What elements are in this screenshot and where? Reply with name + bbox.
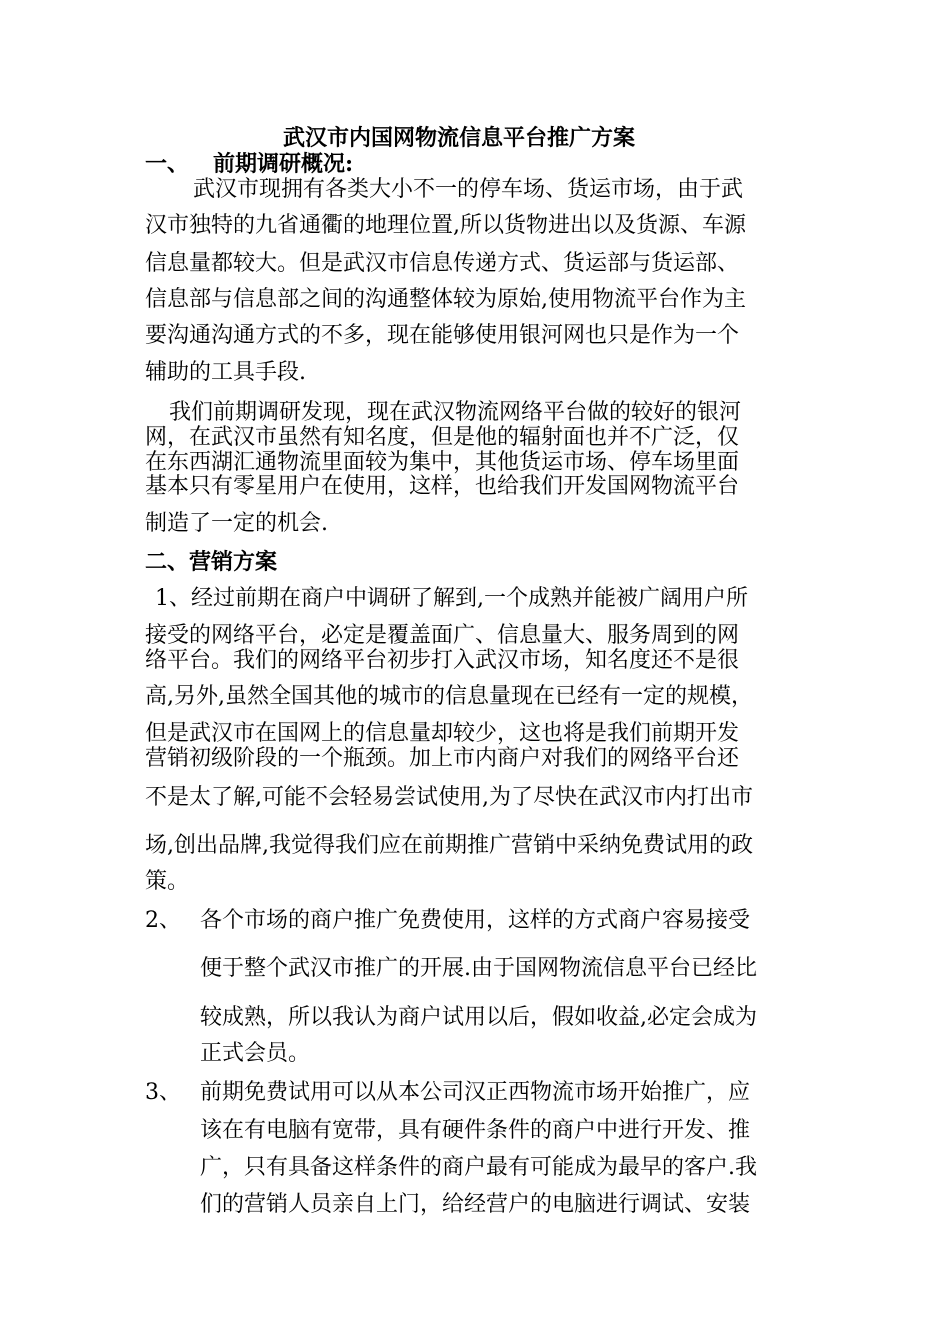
document-title: 武汉市内国网物流信息平台推广方案 [283, 125, 636, 151]
paragraph-line: 制造了一定的机会. [145, 511, 328, 536]
paragraph-line: 接受的网络平台，必定是覆盖面广、信息量大、服务周到的网 [145, 623, 740, 648]
paragraph-line: 武汉市现拥有各类大小不一的停车场、货运市场，由于武 [193, 177, 744, 202]
list-item-line: 正式会员。 [200, 1041, 311, 1066]
paragraph-line: 但是武汉市在国网上的信息量却较少，这也将是我们前期开发 [145, 721, 740, 746]
paragraph-line: 基本只有零星用户在使用，这样，也给我们开发国网物流平台 [145, 474, 740, 499]
paragraph-line: 策。 [145, 869, 190, 894]
paragraph-line: 我们前期调研发现，现在武汉物流网络平台做的较好的银河 [169, 400, 742, 425]
list-item-line: 广，只有具备这样条件的商户最有可能成为最早的客户.我 [200, 1155, 757, 1180]
paragraph-line: 汉市独特的九省通衢的地理位置,所以货物进出以及货源、车源 [145, 213, 746, 238]
list-item-number: 3、 [145, 1080, 181, 1105]
paragraph-line: 场,创出品牌,我觉得我们应在前期推广营销中采纳免费试用的政 [145, 833, 753, 858]
list-item-line: 便于整个武汉市推广的开展.由于国网物流信息平台已经比 [200, 956, 757, 981]
paragraph-line: 信息部与信息部之间的沟通整体较为原始,使用物流平台作为主 [145, 287, 746, 312]
list-item-line: 较成熟，所以我认为商户试用以后，假如收益,必定会成为 [200, 1005, 757, 1030]
section-1-number: 一、 [145, 151, 190, 177]
paragraph-line: 高,另外,虽然全国其他的城市的信息量现在已经有一定的规模， [145, 684, 753, 709]
paragraph-line: 在东西湖汇通物流里面较为集中，其他货运市场、停车场里面 [145, 450, 740, 475]
list-item-number: 2、 [145, 908, 181, 933]
paragraph-line: 不是太了解,可能不会轻易尝试使用,为了尽快在武汉市内打出市 [145, 785, 753, 810]
paragraph-line: 要沟通沟通方式的不多，现在能够使用银河网也只是作为一个 [145, 323, 740, 348]
list-item-line: 们的营销人员亲自上门，给经营户的电脑进行调试、安装 [200, 1192, 751, 1217]
list-item-line: 前期免费试用可以从本公司汉正西物流市场开始推广，应 [200, 1080, 751, 1105]
paragraph-line: 1、经过前期在商户中调研了解到,一个成熟并能被广阔用户所 [155, 586, 748, 611]
paragraph-line: 络平台。我们的网络平台初步打入武汉市场，知名度还不是很 [145, 648, 740, 673]
paragraph-line: 营销初级阶段的一个瓶颈。加上市内商户对我们的网络平台还 [145, 746, 740, 771]
section-2-heading: 二、营销方案 [145, 549, 278, 575]
list-item-line: 该在有电脑有宽带，具有硬件条件的商户中进行开发、推 [200, 1118, 751, 1143]
paragraph-line: 网，在武汉市虽然有知名度，但是他的辐射面也并不广泛，仅 [145, 425, 740, 450]
paragraph-line: 信息量都较大。但是武汉市信息传递方式、货运部与货运部、 [145, 251, 740, 276]
list-item-line: 各个市场的商户推广免费使用，这样的方式商户容易接受 [200, 908, 751, 933]
paragraph-line: 辅助的工具手段. [145, 360, 306, 385]
section-1-heading: 前期调研概况: [213, 151, 354, 177]
